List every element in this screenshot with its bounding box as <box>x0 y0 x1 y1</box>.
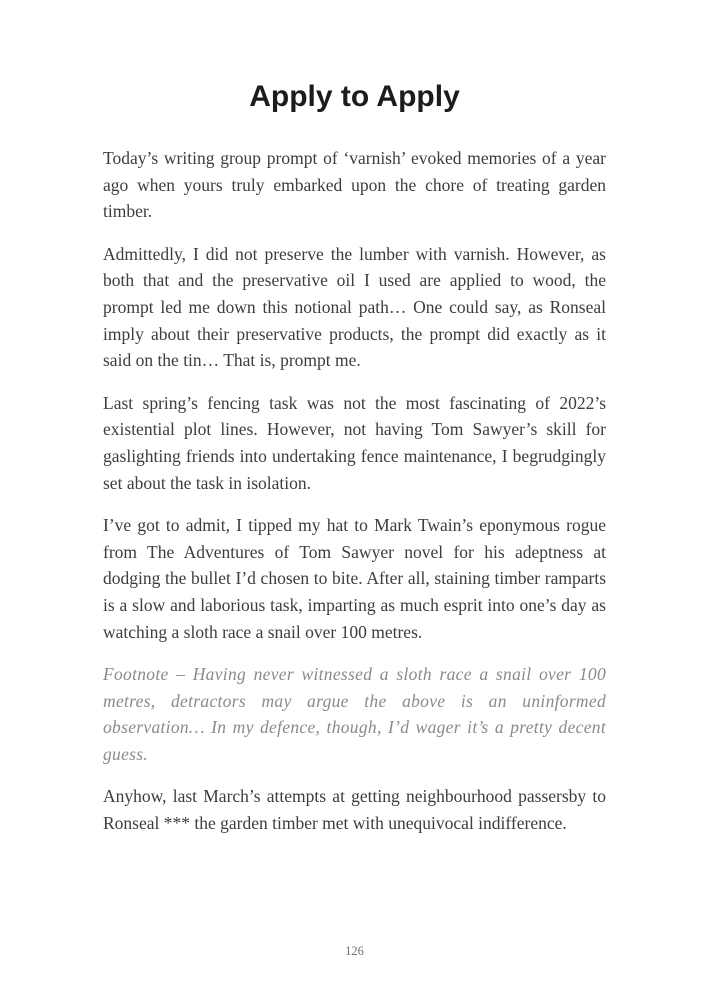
body-paragraph: Today’s writing group prompt of ‘varnish’ evoked memories of a year ago when yours truly embarked upon the chore of treating garden timber. <box>103 148 606 222</box>
body-paragraph: Admittedly, I did not preserve the lumber with varnish. However, as both that and the preservative oil I used are applied to wood, the prompt led me down this notional path… One could say, as Ronseal imply about their preservative products, the prompt did exactly as it said on the tin… That is, prompt me. <box>103 243 606 371</box>
page-body <box>103 145 606 837</box>
body-paragraph: Anyhow, last March’s attempts at getting neighbourhood passersby to Ronseal *** the garden timber met with unequivocal indifference. <box>103 786 606 834</box>
footnote-paragraph: Footnote – Having never witnessed a sloth race a snail over 100 metres, detractors may argue the above is an uninformed observation… In my defence, though, I’d wager it’s a pretty decent guess. <box>103 664 606 764</box>
body-paragraph: I’ve got to admit, I tipped my hat to Mark Twain’s eponymous rogue from The Adventures of Tom Sawyer novel for his adeptness at dodging the bullet I’d chosen to bite. After all, staining timber ramparts is a slow and laborious task, imparting as much esprit into one’s day as watching a sloth race a snail over 100 metres. <box>103 515 606 642</box>
page-title: Apply to Apply <box>249 80 460 113</box>
page-number: 126 <box>345 944 364 958</box>
body-paragraph: Last spring’s fencing task was not the most fascinating of 2022’s existential plot lines. However, not having Tom Sawyer’s skill for gaslighting friends into undertaking fence maintenance, I begrudgingly set about the task in isolation. <box>103 392 606 493</box>
